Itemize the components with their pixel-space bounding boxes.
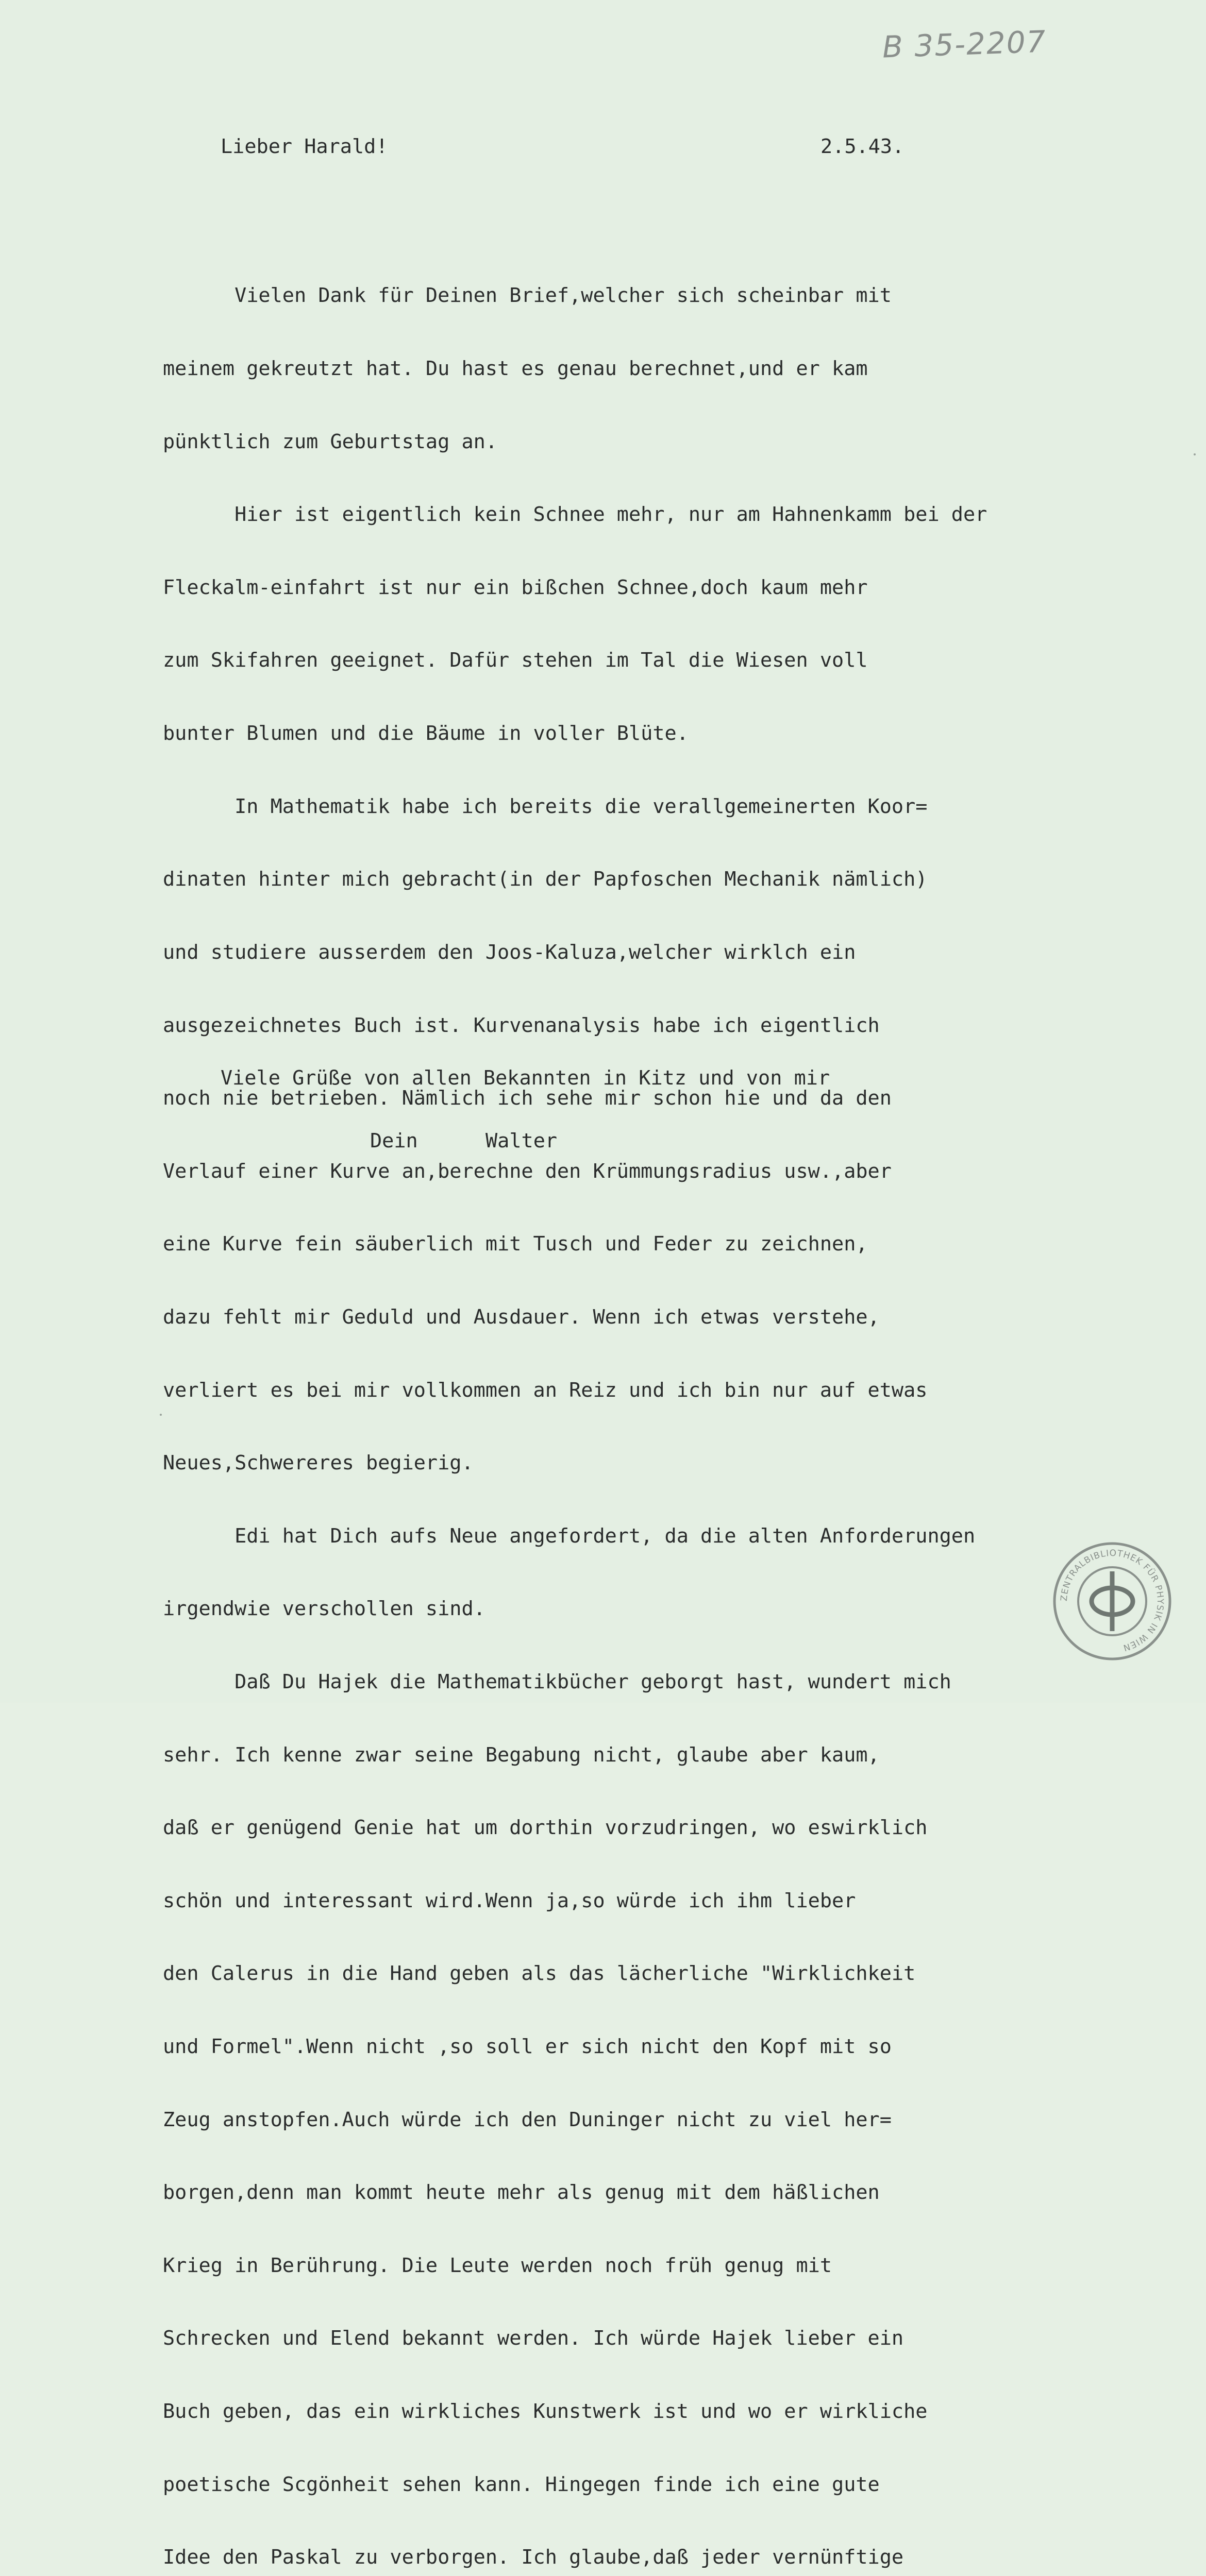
body-line: Neues,Schwereres begierig. (163, 1451, 474, 1475)
body-line: poetische Scgönheit sehen kann. Hingegen finde ich eine gute (163, 2472, 880, 2496)
body-line: borgen,denn man kommt heute mehr als genug mit dem häßlichen (163, 2181, 880, 2205)
paper-speck (1194, 453, 1196, 455)
body-line: Krieg in Berührung. Die Leute werden noch früh genug mit (163, 2253, 832, 2277)
body-line: Verlauf einer Kurve an,berechne den Krümmungsradius usw.,aber (163, 1159, 892, 1183)
body-line: sehr. Ich kenne zwar seine Begabung nicht, glaube aber kaum, (163, 1743, 880, 1767)
body-line: irgendwie verschollen sind. (163, 1597, 485, 1621)
letter-body (163, 235, 987, 2576)
body-line: Edi hat Dich aufs Neue angefordert, da die alten Anforderungen (163, 1524, 976, 1548)
body-line: dazu fehlt mir Geduld und Ausdauer. Wenn ich etwas verstehe, (163, 1305, 880, 1329)
body-line: Vielen Dank für Deinen Brief,welcher sich scheinbar mit (163, 284, 892, 308)
library-stamp-icon (1050, 1539, 1174, 1663)
body-line: Fleckalm-einfahrt ist nur ein bißchen Schnee,doch kaum mehr (163, 575, 868, 599)
body-line: In Mathematik habe ich bereits die verallgemeinerten Koor= (163, 794, 928, 818)
body-line: dinaten hinter mich gebracht(in der Papfoschen Mechanik nämlich) (163, 868, 928, 891)
letter-greeting: Lieber Harald! (221, 135, 388, 158)
body-line: Hier ist eigentlich kein Schnee mehr, nur am Hahnenkamm bei der (163, 503, 987, 527)
body-line: pünktlich zum Geburtstag an. (163, 430, 498, 453)
signature-name: Walter (485, 1129, 558, 1153)
body-line: Idee den Paskal zu verborgen. Ich glaube,daß jeder vernünftige (163, 2546, 904, 2569)
body-line: verliert es bei mir vollkommen an Reiz und ich bin nur auf etwas (163, 1378, 928, 1402)
body-line: Zeug anstopfen.Auch würde ich den Duninger nicht zu viel her= (163, 2108, 892, 2131)
stamp-text: ZENTRALBIBLIOTHEK FÜR PHYSIK IN WIEN (1059, 1548, 1166, 1653)
body-line: Daß Du Hajek die Mathematikbücher geborgt hast, wundert mich (163, 1670, 951, 1693)
body-line: schön und interessant wird.Wenn ja,so würde ich ihm lieber (163, 1889, 856, 1912)
body-line: Buch geben, das ein wirkliches Kunstwerk ist und wo er wirkliche (163, 2400, 928, 2424)
body-line: bunter Blumen und die Bäume in voller Blüte. (163, 722, 689, 745)
body-line: meinem gekreutzt hat. Du hast es genau berechnet,und er kam (163, 357, 868, 381)
letter-closing: Viele Grüße von allen Bekannten in Kitz und von mir (221, 1066, 830, 1090)
body-line: und Formel".Wenn nicht ,so soll er sich nicht den Kopf mit so (163, 2035, 892, 2059)
body-line: eine Kurve fein säuberlich mit Tusch und Feder zu zeichnen, (163, 1232, 868, 1256)
paper-speck (160, 1414, 162, 1416)
body-line: zum Skifahren geeignet. Dafür stehen im Tal die Wiesen voll (163, 649, 868, 672)
signature-dein: Dein (370, 1129, 418, 1153)
archive-signature-mark: B 35-2207 (881, 24, 1047, 65)
body-line: daß er genügend Genie hat um dorthin vorzudringen, wo eswirklich (163, 1816, 928, 1840)
body-line: den Calerus in die Hand geben als das lächerliche "Wirklichkeit (163, 1962, 916, 1986)
body-line: Schrecken und Elend bekannt werden. Ich würde Hajek lieber ein (163, 2327, 904, 2350)
body-line: ausgezeichnetes Buch ist. Kurvenanalysis habe ich eigentlich (163, 1013, 880, 1037)
body-line: und studiere ausserdem den Joos-Kaluza,welcher wirklch ein (163, 940, 856, 964)
body-line: noch nie betrieben. Nämlich ich sehe mir schon hie und da den (163, 1087, 892, 1110)
letter-date: 2.5.43. (820, 135, 904, 158)
